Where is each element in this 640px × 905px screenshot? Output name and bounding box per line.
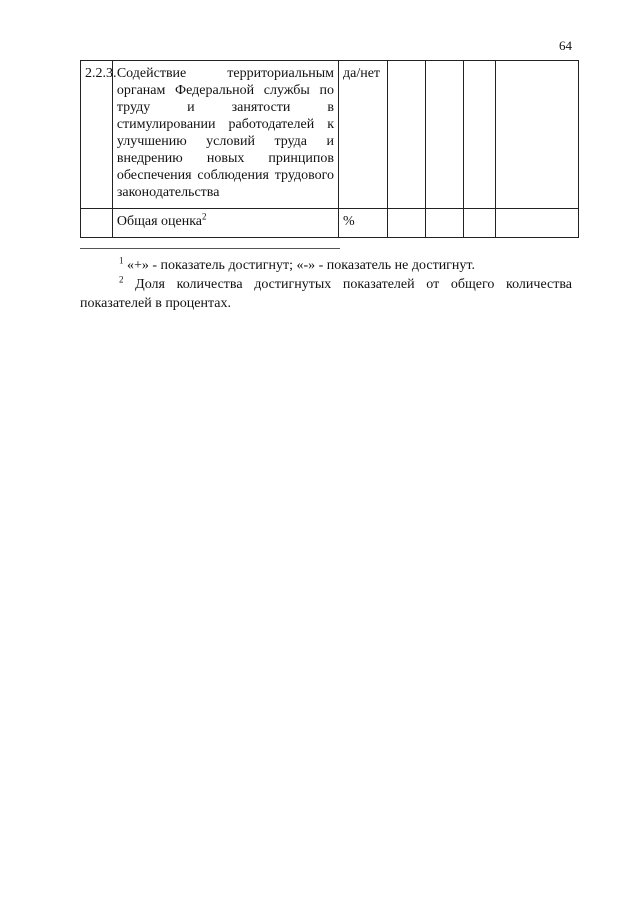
table-row [81, 61, 579, 209]
indicators-table [80, 60, 579, 238]
row-value-cell [496, 61, 579, 209]
total-label: Общая оценка [116, 214, 203, 229]
total-value-cell [387, 209, 425, 238]
total-label-cell [112, 209, 338, 238]
table-total-row [81, 209, 579, 238]
row-value-cell [464, 61, 496, 209]
row-number-cell: 2.2.3. [81, 61, 113, 209]
footnote-marker: 2 [119, 274, 124, 285]
total-value-cell [496, 209, 579, 238]
page-number: 64 [559, 38, 572, 53]
total-value-cell [426, 209, 464, 238]
total-unit-cell: % [339, 209, 388, 238]
row-value-cell [426, 61, 464, 209]
total-value-cell [464, 209, 496, 238]
total-number-cell [81, 209, 113, 238]
footnotes [80, 256, 572, 313]
row-description-cell: Содействие территориальным органам Федеральной службы по труду и занятости в стимулировании работодателей к улучшению условий труда и внедрению новых принципов обеспечения соблюдения трудового законодательства [112, 61, 338, 209]
footnote-1 [80, 256, 572, 275]
total-label-footnote-marker: 2 [202, 211, 207, 222]
row-unit-cell: да/нет [339, 61, 388, 209]
footnote-text: «+» - показатель достигнут; «-» - показатель не достигнут. [123, 258, 475, 273]
footnote-marker: 1 [119, 255, 124, 266]
footnote-text: Доля количества достигнутых показателей от общего количества показателей в процентах. [80, 277, 572, 311]
footnote-separator [80, 248, 340, 249]
footnote-2 [80, 275, 572, 313]
row-value-cell [387, 61, 425, 209]
